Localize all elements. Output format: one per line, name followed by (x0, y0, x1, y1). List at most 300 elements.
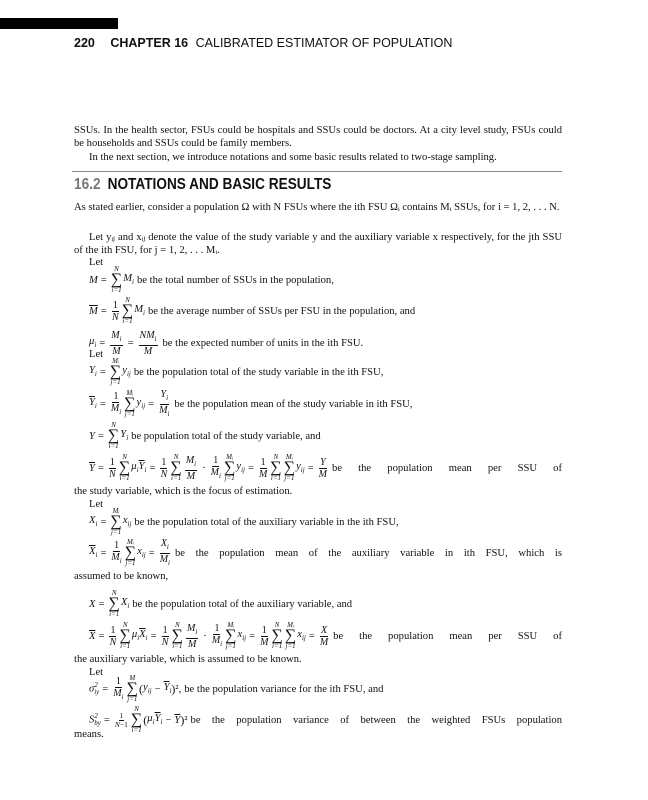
math-variable (143, 682, 152, 695)
variable-symbol: Y (120, 429, 127, 441)
subscript: i (119, 556, 122, 565)
variable-symbol: X (120, 597, 128, 609)
let-label: Let (89, 349, 104, 360)
math-variable (136, 461, 147, 475)
subscript: i (119, 334, 122, 343)
page-number: 220 (74, 36, 95, 50)
math-text: ², (175, 683, 182, 695)
denominator (211, 467, 221, 482)
sigma-icon: ∑ (130, 711, 143, 728)
variable-symbol: $\overline{Y}$ (89, 462, 95, 474)
sum-upper-limit: Mᵢ (126, 389, 134, 397)
sum-lower-limit: i=1 (122, 317, 133, 325)
variable-symbol: μ (147, 713, 153, 725)
math-variable (238, 629, 247, 642)
sum-lower-limit: j=1 (111, 528, 122, 536)
variable-symbol: μ (131, 461, 137, 473)
summation (127, 675, 138, 703)
variable-symbol: y (236, 461, 242, 473)
math-variable (160, 554, 170, 565)
math-variable (89, 431, 95, 442)
fraction (115, 712, 128, 729)
subscript: i (219, 471, 221, 480)
subscript: i (195, 627, 198, 636)
subscript: i (144, 466, 147, 475)
fraction (320, 625, 328, 648)
continuation-text: assumed to be known, (74, 571, 169, 582)
variable-symbol: M (186, 470, 196, 482)
denominator (113, 688, 123, 703)
equation-X-bar (89, 619, 562, 653)
fraction (186, 623, 198, 650)
numerator (139, 330, 158, 346)
variable-symbol: N (114, 719, 120, 729)
equation-description: be the population mean per SSU of (333, 630, 562, 642)
subscript: ij (141, 551, 146, 560)
subscript: i (220, 639, 223, 648)
math-variable (260, 637, 268, 648)
let-label: Let (89, 499, 104, 510)
sigma-icon: ∑ (124, 395, 136, 412)
denominator (160, 554, 170, 569)
subscript: i (94, 341, 97, 350)
equation-M-bar (89, 294, 562, 328)
sigma-icon: ∑ (270, 459, 282, 476)
subscript: ij (241, 466, 245, 475)
math-variable (211, 467, 221, 478)
math-variable (111, 552, 121, 563)
fraction (319, 457, 327, 480)
sum-upper-limit: Mᵢ (287, 621, 295, 629)
sum-lower-limit: i=1 (172, 642, 183, 650)
math-variable (89, 682, 99, 696)
variable-symbol: M (113, 687, 122, 699)
math-text: 1 (213, 454, 219, 466)
equation-Y-bar-i (89, 387, 562, 421)
equation-description: be the population variance of between the weighted FSUs population (190, 714, 562, 726)
fraction (185, 455, 197, 482)
sigma-icon: ∑ (126, 680, 138, 697)
subscript: i (160, 718, 163, 727)
summation (124, 390, 135, 418)
fraction (162, 625, 169, 648)
math-variable (137, 397, 146, 410)
numerator (319, 457, 327, 469)
equation-description: be the population total of the auxiliary variable, and (132, 598, 353, 610)
sum-upper-limit: Mᵢ (285, 453, 293, 461)
math-text: 1 (110, 624, 116, 636)
fraction (260, 625, 268, 648)
variable-symbol: σ (89, 683, 95, 695)
fraction (110, 330, 122, 357)
math-variable (89, 336, 96, 349)
math-text: ² (184, 714, 188, 726)
sigma-icon: ∑ (110, 513, 122, 530)
sum-lower-limit: j=1 (127, 695, 138, 703)
sigma-icon: ∑ (271, 627, 283, 644)
denominator (162, 637, 169, 648)
sum-lower-limit: i=1 (109, 610, 120, 618)
math-text: 1 (214, 622, 220, 634)
math-variable (147, 713, 154, 726)
parenthesis: ) (171, 681, 176, 696)
variable-symbol: M (159, 553, 169, 565)
sum-lower-limit: j=1 (124, 410, 135, 418)
fraction (109, 625, 116, 648)
math-text: 1 (114, 539, 120, 551)
equation-S-by (89, 703, 562, 737)
subscript: by (94, 719, 101, 727)
denominator (110, 637, 117, 648)
summation (119, 622, 130, 650)
intro-paragraph-2: In the next section, we introduce notations and some basic results related to two-stage sampling. (89, 152, 497, 163)
math-variable (109, 469, 116, 480)
subscript: i (152, 718, 155, 727)
variable-symbol: Y (320, 456, 326, 468)
variable-symbol: Y (89, 430, 95, 442)
denominator (319, 469, 327, 480)
math-text: 1 (113, 390, 119, 402)
equation-Y-i (89, 355, 562, 389)
sum-upper-limit: Mᵢ (112, 357, 120, 365)
variable-symbol: M (318, 468, 328, 480)
variable-symbol: x (237, 629, 243, 641)
subscript: i (95, 551, 98, 560)
math-operator: = (102, 683, 109, 695)
numerator (162, 625, 169, 637)
math-operator: = (149, 462, 156, 474)
equation-description: be the population total of the auxiliary variable in the ith FSU, (134, 516, 399, 528)
section-divider (72, 171, 562, 172)
math-operator: − (154, 683, 161, 695)
math-variable (139, 629, 147, 642)
math-operator: = (99, 366, 106, 378)
numerator (213, 623, 220, 635)
sum-upper-limit: N (174, 621, 180, 629)
sum-upper-limit: N (114, 265, 119, 273)
math-operator: = (97, 462, 104, 474)
sum-lower-limit: i=1 (270, 474, 282, 482)
subscript: ij (147, 687, 152, 696)
sum-upper-limit: N (273, 453, 279, 461)
variable-symbol: Y (89, 365, 95, 377)
subscript: ij (141, 402, 146, 411)
numerator (109, 457, 116, 469)
sum-lower-limit: i=1 (119, 474, 130, 482)
variable-symbol: $\overline{X}$ (139, 629, 146, 641)
variable-symbol: M (112, 345, 121, 357)
math-operator: − (165, 714, 172, 726)
subscript: i (145, 634, 148, 643)
math-variable (89, 306, 98, 317)
sum-upper-limit: N (122, 621, 128, 629)
denominator (259, 469, 267, 480)
summation (111, 266, 122, 294)
math-variable (131, 461, 138, 474)
fraction (160, 538, 170, 569)
denominator (260, 637, 268, 648)
fraction (159, 389, 169, 420)
sigma-icon: ∑ (170, 459, 182, 476)
sum-upper-limit: Mᵢ (112, 507, 120, 515)
sigma-icon: ∑ (225, 627, 237, 644)
summation (284, 454, 295, 482)
denominator (112, 312, 119, 323)
math-operator: · (203, 630, 207, 642)
variable-symbol: N (111, 311, 119, 323)
sum-upper-limit: Mᵢ (126, 538, 134, 546)
variable-symbol: M (187, 638, 197, 650)
variable-symbol: x (297, 629, 302, 641)
variable-symbol: M (186, 622, 196, 634)
denominator (188, 639, 196, 650)
numerator (113, 540, 120, 552)
summation (110, 508, 121, 536)
variable-symbol: x (137, 546, 142, 558)
variable-symbol: N (161, 636, 169, 648)
equation-description: be population total of the study variable, and (131, 430, 321, 442)
fraction (111, 540, 121, 567)
sum-upper-limit: N (111, 421, 116, 429)
math-variable (110, 637, 117, 648)
variable-symbol: M (211, 634, 221, 646)
numerator (112, 391, 119, 403)
sum-lower-limit: j=1 (285, 642, 296, 650)
math-operator: = (97, 430, 104, 442)
math-variable (111, 330, 121, 341)
sum-upper-limit: N (134, 705, 139, 713)
math-operator: = (99, 398, 106, 410)
numerator (160, 457, 167, 469)
math-variable (212, 635, 222, 646)
variable-symbol: X (89, 515, 96, 527)
variable-symbol: M (110, 402, 120, 414)
summation (170, 454, 181, 482)
math-variable (297, 629, 306, 642)
sum-upper-limit: Mᵢ (226, 453, 234, 461)
variable-symbol: N (160, 468, 168, 480)
sigma-icon: ∑ (284, 627, 297, 644)
body-paragraph: As stated earlier, consider a population Ω with N FSUs where the ith FSU Ωᵢ contains Mᵢ SSUs, for i = 1, 2, . . . N. (74, 202, 560, 213)
math-variable (320, 637, 328, 648)
sum-upper-limit: N (111, 589, 117, 597)
math-operator: = (148, 398, 155, 410)
math-variable (121, 597, 129, 610)
variable-symbol: M (134, 304, 144, 316)
variable-symbol: y (142, 682, 148, 694)
numerator (112, 300, 119, 312)
subscript: i (94, 402, 97, 411)
math-variable (89, 397, 97, 410)
math-operator: = (103, 714, 110, 726)
math-text: 1 (162, 624, 168, 636)
equation-description: be the total number of SSUs in the population, (137, 274, 334, 286)
continuation-text: the auxiliary variable, which is assumed to be known. (74, 654, 302, 665)
math-text: 1 (261, 624, 267, 636)
math-operator: = (307, 462, 314, 474)
subscript: i (169, 687, 172, 696)
summation (125, 539, 136, 567)
chapter-label: CHAPTER 16 (110, 36, 189, 50)
math-variable (89, 463, 95, 474)
math-variable (89, 275, 98, 286)
variable-symbol: M (258, 468, 268, 480)
denominator (161, 469, 168, 480)
math-variable (140, 330, 157, 341)
math-operator: = (247, 462, 254, 474)
subscript: iy (94, 688, 100, 696)
sigma-icon: ∑ (109, 363, 122, 380)
equation-description: be the population mean of the study variable in ith FSU, (174, 398, 413, 410)
math-variable (89, 599, 95, 610)
variable-symbol: $\overline{X}$ (89, 630, 96, 642)
variable-symbol: y (136, 397, 142, 409)
math-variable (296, 461, 305, 474)
variable-symbol: $\overline{Y}$ (154, 713, 161, 725)
equation-description: be the average number of SSUs per FSU in the population, and (148, 305, 416, 317)
sum-lower-limit: j=1 (225, 642, 236, 650)
math-variable (137, 546, 146, 559)
chapter-title: CALIBRATED ESTIMATOR OF POPULATION (195, 36, 453, 50)
math-operator: = (100, 547, 107, 559)
numerator (261, 625, 268, 637)
summation (108, 590, 119, 618)
numerator (160, 538, 170, 554)
math-text: 1 (115, 675, 121, 687)
subscript: ij (300, 466, 305, 475)
variable-symbol: NM (139, 329, 155, 341)
subscript: i (126, 434, 129, 443)
variable-symbol: $\overline{Y}$ (89, 397, 95, 409)
summation (270, 454, 281, 482)
math-variable (123, 515, 132, 528)
math-operator: = (150, 630, 157, 642)
variable-symbol: N (109, 636, 117, 648)
numerator (109, 625, 116, 637)
numerator (212, 455, 219, 467)
math-operator: = (249, 630, 256, 642)
numerator (110, 330, 122, 346)
variable-symbol: $\overline{M}$ (89, 305, 98, 317)
variable-symbol: y (122, 365, 127, 377)
variable-symbol: μ (89, 336, 95, 348)
variable-symbol: M (260, 636, 269, 648)
equation-sigma-iy (89, 672, 562, 706)
variable-symbol: X (160, 537, 167, 549)
summation (119, 454, 130, 482)
math-operator: = (100, 305, 107, 317)
math-operator: = (308, 630, 315, 642)
variable-symbol: M (159, 404, 168, 416)
math-operator: = (127, 337, 134, 349)
sigma-icon: ∑ (121, 302, 134, 319)
sigma-icon: ∑ (223, 459, 236, 476)
sigma-icon: ∑ (124, 544, 137, 561)
math-operator: = (99, 337, 106, 349)
scripts (94, 713, 101, 727)
fraction (259, 457, 267, 480)
denominator (212, 635, 222, 650)
equation-description: be the expected number of units in the ith FSU. (162, 337, 364, 349)
numerator (185, 455, 197, 471)
summation (224, 454, 235, 482)
sum-lower-limit: i=1 (108, 442, 119, 450)
numerator (160, 389, 170, 405)
math-variable (236, 461, 245, 474)
math-variable (161, 538, 169, 549)
subscript: i (167, 409, 170, 418)
numerator (186, 623, 198, 639)
variable-symbol: $\overline{Y}$ (138, 461, 145, 473)
parenthesis: ) (180, 712, 185, 727)
math-operator: · (202, 462, 206, 474)
variable-symbol: μ (131, 629, 138, 641)
scripts (94, 682, 99, 696)
fraction (212, 623, 222, 650)
math-variable (187, 623, 197, 634)
math-variable (186, 455, 196, 466)
fraction (112, 300, 119, 323)
math-text: 1 (112, 299, 118, 311)
sum-lower-limit: j=1 (125, 559, 136, 567)
math-operator: = (98, 630, 105, 642)
denominator (115, 721, 128, 729)
subscript: ij (301, 634, 306, 643)
math-variable (319, 469, 327, 480)
header-bar (0, 18, 118, 29)
let-label: Let (89, 667, 104, 678)
math-text: −1 (119, 719, 128, 729)
subscript: ij (126, 370, 131, 379)
math-variable (111, 403, 121, 414)
subscript: i (94, 370, 97, 379)
math-operator: = (148, 547, 155, 559)
math-variable (321, 625, 327, 636)
equation-X-total (89, 587, 562, 621)
variable-symbol: y (296, 461, 301, 473)
equation-description: be the population mean of the auxiliary variable in ith FSU, which is (175, 547, 562, 559)
subscript: i (121, 692, 124, 701)
variable-symbol: $\overline{Y}$ (163, 682, 170, 694)
variable-symbol: x (122, 515, 128, 527)
math-text: 1 (109, 456, 115, 468)
math-variable (89, 365, 97, 378)
subscript: i (154, 334, 157, 343)
superscript: 2 (94, 681, 98, 689)
fraction (109, 457, 116, 480)
variable-symbol: $\overline{Y}$ (174, 714, 181, 726)
math-variable (164, 682, 172, 695)
math-variable (159, 405, 169, 416)
sum-upper-limit: N (125, 296, 130, 304)
fraction (139, 330, 158, 357)
math-text: 1 (161, 456, 167, 468)
variable-symbol: M (123, 273, 133, 285)
subscript: ij (242, 634, 247, 643)
math-variable (320, 457, 326, 468)
continuation-text: means. (74, 729, 104, 740)
subscript: i (137, 634, 140, 643)
intro-paragraph: SSUs. In the health sector, FSUs could be hospitals and SSUs could be doctors. At a city level study, FSUs could be households and SSUs could be family members. (74, 125, 562, 150)
variable-symbol: S (89, 714, 95, 726)
subscript: i (95, 520, 98, 529)
math-variable (89, 631, 95, 642)
sum-upper-limit: N (173, 453, 179, 461)
sigma-icon: ∑ (283, 459, 296, 476)
summation (225, 622, 236, 650)
running-header (74, 36, 452, 50)
variable-symbol: X (320, 624, 328, 636)
